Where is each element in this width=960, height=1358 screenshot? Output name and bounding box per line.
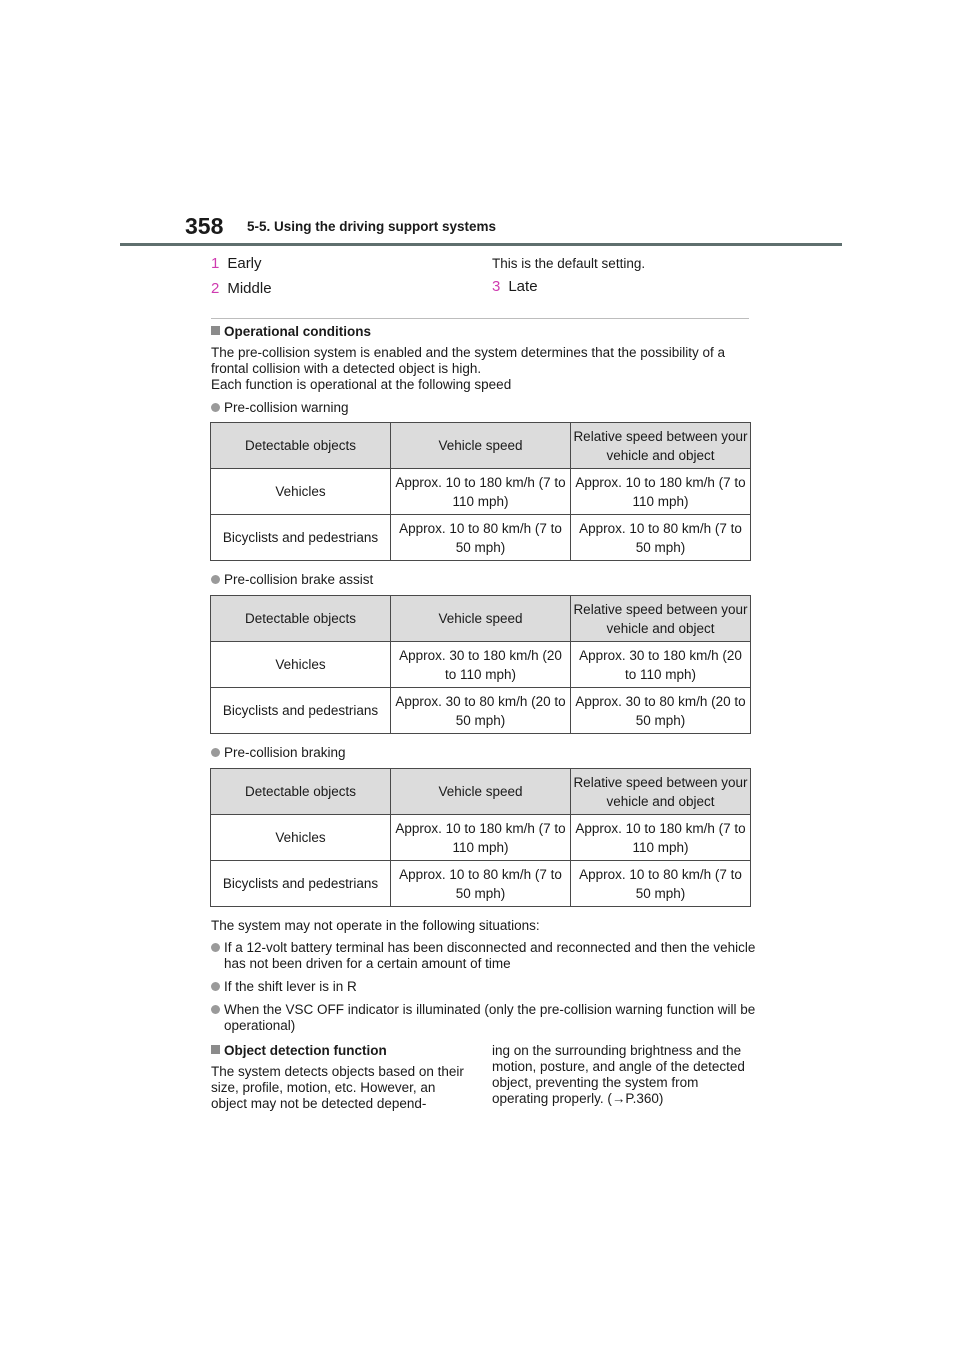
option-label: Late [508, 278, 538, 295]
header-cell: Relative speed between your vehicle and object [571, 423, 751, 469]
table-cell: Approx. 10 to 180 km/h (7 to 110 mph) [571, 815, 751, 861]
option-label: Middle [227, 280, 272, 297]
option-late [492, 278, 538, 296]
option-number: 3 [492, 278, 501, 295]
not-operate-item: If a 12-volt battery terminal has been disconnected and reconnected and then the vehicle has not been driven for a certain amount of time [211, 940, 764, 972]
table-cell: Approx. 30 to 80 km/h (20 to 50 mph) [571, 688, 751, 734]
object-detection-col1: The system detects objects based on their size, profile, motion, etc. However, an object may not be detected depend- [211, 1064, 464, 1111]
warning-speed-table [210, 422, 751, 561]
header-cell: Detectable objects [211, 423, 391, 469]
table-cell: Approx. 10 to 80 km/h (7 to 50 mph) [571, 515, 751, 561]
object-detection-heading: Object detection function [211, 1043, 387, 1058]
option-number: 1 [211, 255, 220, 272]
table-row [211, 815, 751, 861]
operational-para1: The pre-collision system is enabled and the system determines that the possibility of a frontal collision with a detected object is high. [211, 345, 726, 376]
header-cell: Detectable objects [211, 596, 391, 642]
object-detection-col2: ing on the surrounding brightness and the motion, posture, and angle of the detected object, preventing the system from operating properly. (→P.360) [492, 1043, 745, 1106]
table-header-row [211, 423, 751, 469]
page-number: 358 [185, 213, 224, 239]
table-cell: Approx. 10 to 180 km/h (7 to 110 mph) [391, 469, 571, 515]
section-divider [211, 318, 749, 319]
table-cell: Approx. 30 to 180 km/h (20 to 110 mph) [391, 642, 571, 688]
header-cell: Vehicle speed [391, 423, 571, 469]
table-cell: Approx. 10 to 80 km/h (7 to 50 mph) [391, 515, 571, 561]
table-cell: Approx. 10 to 80 km/h (7 to 50 mph) [571, 861, 751, 907]
header-cell: Vehicle speed [391, 769, 571, 815]
table-row [211, 469, 751, 515]
table-cell: Approx. 10 to 180 km/h (7 to 110 mph) [391, 815, 571, 861]
not-operate-item: When the VSC OFF indicator is illuminated (only the pre-collision warning function will be operational) [211, 1002, 764, 1034]
square-bullet-icon [211, 1045, 220, 1054]
braking-speed-table [210, 768, 751, 907]
table-header-row [211, 769, 751, 815]
table-cell: Vehicles [211, 815, 391, 861]
square-bullet-icon [211, 326, 220, 335]
option-number: 2 [211, 280, 220, 297]
round-bullet-icon [211, 575, 220, 584]
table-cell: Approx. 30 to 180 km/h (20 to 110 mph) [571, 642, 751, 688]
table-cell: Approx. 30 to 80 km/h (20 to 50 mph) [391, 688, 571, 734]
table-cell: Vehicles [211, 469, 391, 515]
round-bullet-icon [211, 943, 220, 952]
option-middle [211, 280, 272, 298]
not-operate-intro: The system may not operate in the following situations: [211, 918, 540, 933]
header-cell: Detectable objects [211, 769, 391, 815]
round-bullet-icon [211, 1005, 220, 1014]
table-title-brake-assist: Pre-collision brake assist [211, 572, 373, 588]
table-cell: Vehicles [211, 642, 391, 688]
option-early [211, 255, 262, 273]
table-cell: Approx. 10 to 80 km/h (7 to 50 mph) [391, 861, 571, 907]
round-bullet-icon [211, 748, 220, 757]
table-cell: Bicyclists and pedestrians [211, 688, 391, 734]
not-operate-item: If the shift lever is in R [211, 979, 764, 995]
brake-assist-speed-table [210, 595, 751, 734]
table-row [211, 861, 751, 907]
option-label: Early [227, 255, 262, 272]
table-row [211, 642, 751, 688]
round-bullet-icon [211, 403, 220, 412]
header-rule [120, 243, 842, 246]
default-note: This is the default setting. [492, 256, 646, 271]
table-cell: Bicyclists and pedestrians [211, 861, 391, 907]
table-cell: Approx. 10 to 180 km/h (7 to 110 mph) [571, 469, 751, 515]
table-cell: Bicyclists and pedestrians [211, 515, 391, 561]
round-bullet-icon [211, 982, 220, 991]
header-cell: Vehicle speed [391, 596, 571, 642]
header-cell: Relative speed between your vehicle and object [571, 769, 751, 815]
table-header-row [211, 596, 751, 642]
section-title: 5-5. Using the driving support systems [247, 219, 497, 234]
operational-heading: Operational conditions [211, 324, 371, 339]
table-title-braking: Pre-collision braking [211, 745, 346, 761]
table-row [211, 688, 751, 734]
table-row [211, 515, 751, 561]
operational-para2: Each function is operational at the following speed [211, 377, 512, 392]
header-cell: Relative speed between your vehicle and object [571, 596, 751, 642]
table-title-warning: Pre-collision warning [211, 400, 349, 416]
